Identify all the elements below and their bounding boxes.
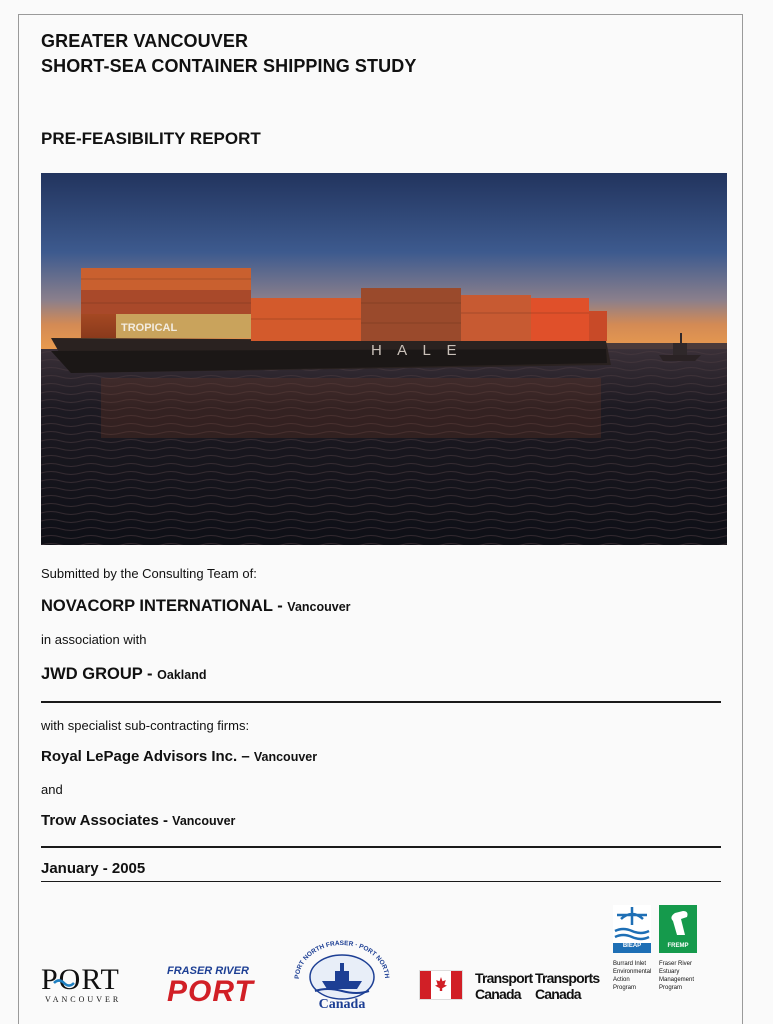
association-text: in association with <box>41 632 147 647</box>
report-cover <box>18 14 743 1024</box>
submission-intro: Submitted by the Consulting Team of: <box>41 566 257 581</box>
fremp-text-line: Fraser River <box>659 961 693 967</box>
bieap-text-line: Burrard Inlet <box>613 961 647 967</box>
bieap-text-line: Action <box>613 977 630 983</box>
transport-canada-fr <box>535 970 599 1002</box>
specialist-1-city: Vancouver <box>253 750 318 764</box>
container-label: TROPICAL <box>121 322 178 334</box>
report-title <box>41 29 416 79</box>
north-fraser-canada: Canada <box>318 997 366 1012</box>
transport-canada-en <box>475 970 532 1002</box>
port-vancouver-logo <box>41 965 151 1007</box>
fraser-river-port-logo <box>167 965 267 1010</box>
canada-flag-icon <box>419 970 463 1000</box>
fremp-text-line: Management <box>659 977 695 983</box>
bieap-text-line: Program <box>613 985 637 991</box>
bieap-logo <box>613 905 653 992</box>
north-fraser-port-logo <box>287 939 397 1011</box>
specialist-2-city: Vancouver <box>172 814 236 828</box>
cover-photo <box>41 173 727 545</box>
divider <box>41 701 721 703</box>
partner-firm-line <box>41 665 206 684</box>
barge-name: H A L E <box>371 342 463 359</box>
specialist-2-line <box>41 812 235 829</box>
fremp-text-line: Estuary <box>659 969 680 975</box>
specialist-2-name: Trow Associates - <box>41 812 168 829</box>
report-type: PRE-FEASIBILITY REPORT <box>41 129 261 148</box>
fraser-port-wordmark: PORT <box>167 975 254 1008</box>
port-vancouver-wordmark: PORT <box>41 963 120 996</box>
lead-firm-city: Vancouver <box>287 600 351 614</box>
specialists-intro: with specialist sub-contracting firms: <box>41 718 250 733</box>
fremp-text-line: Program <box>659 985 683 991</box>
port-vancouver-subtext: VANCOUVER <box>45 995 122 1004</box>
lead-firm-line <box>41 597 351 616</box>
specialist-1-line <box>41 748 317 765</box>
transport-en-line-1: Transport <box>475 970 533 986</box>
lead-firm-name: NOVACORP INTERNATIONAL - <box>41 597 283 615</box>
and-text: and <box>41 782 63 797</box>
report-date: January - 2005 <box>41 860 146 877</box>
bieap-label: BIEAP <box>622 943 642 949</box>
title-line-2: SHORT-SEA CONTAINER SHIPPING STUDY <box>41 56 417 76</box>
specialist-1-name: Royal LePage Advisors Inc. – <box>41 748 250 765</box>
transport-fr-line-2: Canada <box>535 986 581 1002</box>
container-barge-photo <box>41 173 727 545</box>
transport-fr-line-1: Transports <box>535 970 600 986</box>
fremp-label: FREMP <box>667 943 689 949</box>
wave-icon <box>53 977 75 989</box>
fraser-port-top: FRASER RIVER <box>167 965 249 977</box>
fremp-logo <box>659 905 699 992</box>
north-fraser-ring-text: PORT NORTH FRASER · PORT NORTH <box>293 940 391 980</box>
divider <box>41 881 721 882</box>
transport-en-line-2: Canada <box>475 986 521 1002</box>
fremp-text <box>659 960 699 992</box>
bieap-text <box>613 960 653 992</box>
partner-firm-name: JWD GROUP - <box>41 665 153 683</box>
divider <box>41 846 721 848</box>
partner-firm-city: Oakland <box>157 668 207 682</box>
bieap-text-line: Environmental <box>613 969 652 975</box>
title-line-1: GREATER VANCOUVER <box>41 31 249 51</box>
